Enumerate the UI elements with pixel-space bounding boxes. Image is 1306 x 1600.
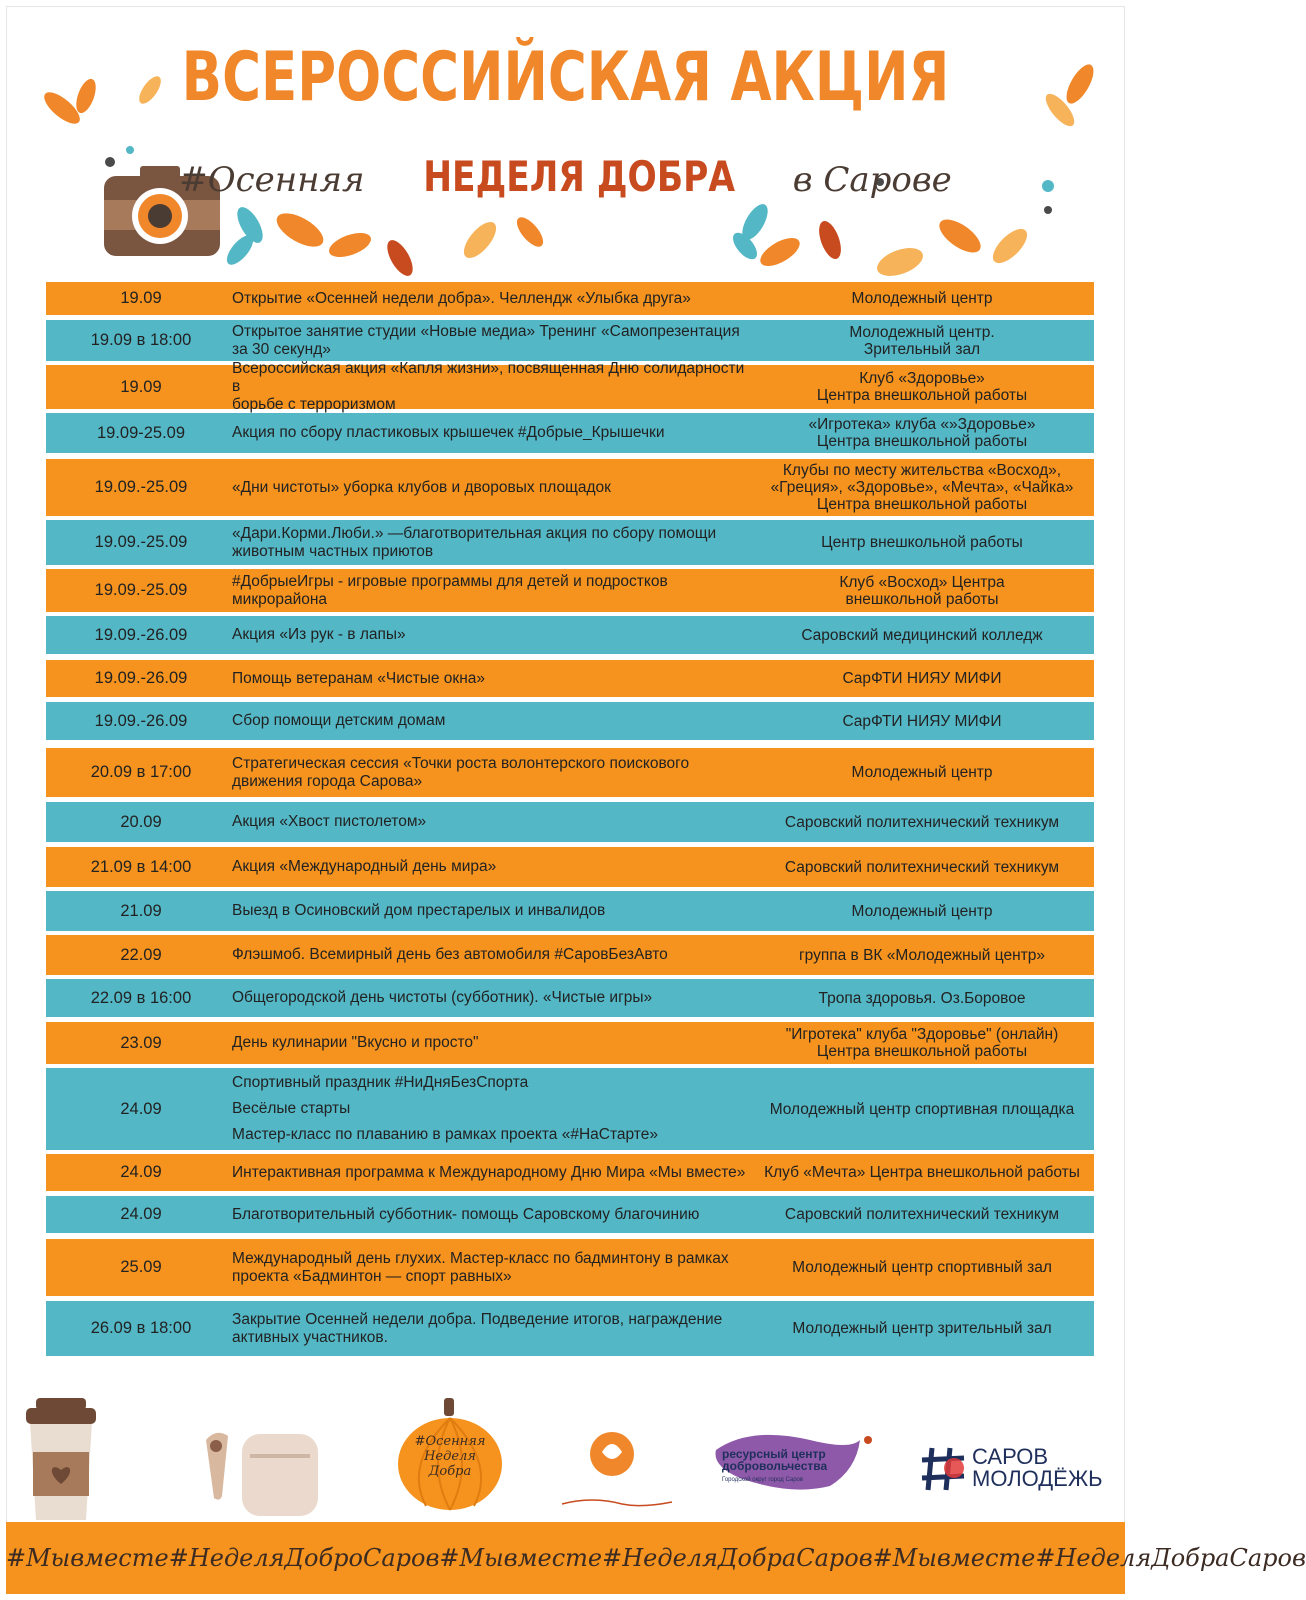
- event-place: [752, 713, 1094, 730]
- place-line: Центра внешкольной работы: [816, 433, 1028, 450]
- event-line: Флэшмоб. Всемирный день без автомобиля #СаровБезАвто: [232, 946, 668, 963]
- place-line: Клуб «Здоровье»: [859, 370, 985, 387]
- event-date: 25.09: [120, 1258, 162, 1276]
- table-row: [46, 520, 1094, 565]
- table-row: [46, 1239, 1094, 1296]
- event-date: 19.09.-25.09: [94, 581, 188, 599]
- event-date: 19.09.-25.09: [94, 533, 188, 551]
- event-description: [232, 946, 752, 964]
- event-place: [752, 1026, 1094, 1060]
- coffee-cup-icon: [16, 1392, 106, 1522]
- place-line: Молодежный центр.: [849, 323, 995, 341]
- event-date: 20.09: [120, 812, 162, 831]
- place-line: Саровский политехнический техникум: [784, 813, 1060, 831]
- event-date: 19.09.-26.09: [94, 711, 188, 730]
- event-description: [232, 1034, 752, 1052]
- event-line: проекта «Бадминтон — спорт равных»: [232, 1267, 512, 1285]
- event-description: [232, 989, 752, 1007]
- event-place: [752, 903, 1094, 920]
- event-description: [232, 1074, 752, 1144]
- place-line: СарФТИ НИЯУ МИФИ: [842, 670, 1002, 687]
- resource-center-text: [722, 1448, 872, 1486]
- table-row: [46, 360, 1094, 413]
- event-date: 19.09: [120, 377, 162, 396]
- table-row: [46, 569, 1094, 612]
- subtitle-main: НЕДЕЛЯ ДОБРА: [422, 152, 735, 201]
- place-line: группа в ВК «Молодежный центр»: [798, 946, 1045, 964]
- pumpkin-line-2: Неделя: [424, 1449, 476, 1464]
- event-place: [752, 764, 1094, 781]
- sarov-line-1: САРОВ: [972, 1444, 1049, 1469]
- event-description: [232, 670, 752, 688]
- event-description: [232, 712, 752, 730]
- event-place: [752, 1164, 1094, 1181]
- footer-tag: #Мывместе: [872, 1544, 1036, 1572]
- event-place: [752, 1320, 1094, 1337]
- event-line: активных участников.: [232, 1328, 388, 1346]
- event-description: [232, 1206, 752, 1224]
- event-line: Общегородской день чистоты (субботник). «Чистые игры»: [232, 989, 653, 1006]
- event-date: 21.09 в 14:00: [90, 857, 192, 876]
- event-date: 19.09-25.09: [96, 423, 186, 442]
- event-line: Стратегическая сессия «Точки роста волонтерского поискового: [232, 754, 690, 772]
- event-place: [752, 370, 1094, 404]
- event-line: животным частных приютов: [232, 542, 434, 560]
- event-line: #ДобрыеИгры - игровые программы для детей и подростков микрорайона: [232, 572, 668, 608]
- place-line: внешкольной работы: [845, 590, 999, 608]
- earphones-icon: [186, 1420, 346, 1520]
- poster-title: ВСЕРОССИЙСКАЯ АКЦИЯ: [181, 38, 950, 117]
- table-row: [46, 891, 1094, 931]
- event-line: Акция «Международный день мира»: [232, 858, 497, 875]
- place-line: Молодежный центр: [851, 290, 993, 307]
- event-line: Благотворительный субботник- помощь Саровскому благочинию: [232, 1205, 700, 1223]
- place-line: "Игротека" клуба "Здоровье" (онлайн): [785, 1026, 1059, 1043]
- place-line: Молодежный центр: [851, 902, 993, 920]
- event-date: 26.09 в 18:00: [90, 1319, 192, 1337]
- footer-tag: #НеделяДобраСаров: [602, 1544, 873, 1572]
- event-date: 19.09.-26.09: [94, 669, 188, 687]
- heart-circle-logo: [556, 1424, 676, 1514]
- place-line: Клуб «Восход» Центра: [839, 573, 1005, 591]
- table-row: [46, 660, 1094, 697]
- event-description: [232, 290, 752, 308]
- event-place: [752, 1101, 1094, 1118]
- event-description: [232, 1311, 752, 1347]
- table-row: [46, 459, 1094, 516]
- event-place: [752, 290, 1094, 307]
- event-place: [752, 534, 1094, 551]
- event-place: [752, 574, 1094, 608]
- event-line: «Дни чистоты» уборка клубов и дворовых площадок: [232, 478, 611, 496]
- event-description: [232, 813, 752, 831]
- place-line: Саровский политехнический техникум: [784, 1206, 1060, 1223]
- event-line: Закрытие Осенней недели добра. Подведение итогов, награждение: [232, 1310, 723, 1328]
- table-row: [46, 1196, 1094, 1233]
- event-description: [232, 479, 752, 497]
- event-line: Интерактивная программа к Международному Дню Мира «Мы вместе»: [232, 1163, 746, 1181]
- event-date: 19.09 в 18:00: [90, 331, 192, 349]
- event-date: 22.09: [120, 945, 162, 964]
- event-description: [232, 1164, 752, 1182]
- subtitle-suffix: в Сарове: [792, 160, 952, 200]
- footer-hashtags: [6, 1522, 1306, 1594]
- place-line: Клуб «Мечта» Центра внешкольной работы: [764, 1164, 1080, 1181]
- event-line: Мастер-класс по плаванию в рамках проекта «#НаСтарте»: [232, 1126, 658, 1143]
- event-description: [232, 858, 752, 876]
- event-place: [752, 462, 1094, 513]
- table-row: [46, 1068, 1094, 1150]
- place-line: Клубы по месту жительства «Восход»,: [782, 462, 1062, 479]
- event-place: [752, 814, 1094, 831]
- event-line: Выезд в Осиновский дом престарелых и инвалидов: [232, 902, 606, 919]
- event-date: 19.09.-25.09: [94, 478, 188, 496]
- resource-center-line-3: Городской округ город Саров: [722, 1477, 804, 1483]
- table-row: [46, 702, 1094, 740]
- footer-tag: #Мывместе: [6, 1544, 169, 1572]
- pumpkin-line-1: #Осенняя: [414, 1434, 486, 1449]
- event-place: [752, 990, 1094, 1007]
- table-row: [46, 935, 1094, 975]
- poster-subtitle: [0, 152, 1131, 201]
- event-place: [752, 1206, 1094, 1223]
- event-description: [232, 323, 752, 359]
- place-line: Молодежный центр: [851, 764, 993, 781]
- event-date: 19.09: [120, 289, 162, 307]
- event-date: 24.09: [120, 1163, 162, 1181]
- event-line: Международный день глухих. Мастер-класс по бадминтону в рамках: [232, 1249, 729, 1267]
- event-date: 24.09: [120, 1205, 162, 1223]
- event-line: Спортивный праздник #НиДняБезСпорта: [232, 1074, 529, 1091]
- place-line: «Греция», «Здоровье», «Мечта», «Чайка»: [770, 479, 1074, 496]
- event-place: [752, 416, 1094, 450]
- table-row: [46, 748, 1094, 797]
- sarov-line-2: МОЛОДЁЖЬ: [972, 1466, 1103, 1491]
- event-date: 21.09: [120, 901, 162, 920]
- event-description: [232, 1250, 752, 1286]
- table-row: [46, 979, 1094, 1017]
- event-line: Акция по сбору пластиковых крышечек #Добрые_Крышечки: [232, 424, 665, 441]
- event-line: Помощь ветеранам «Чистые окна»: [232, 669, 485, 687]
- event-place: [752, 947, 1094, 964]
- place-line: Саровский медицинский колледж: [801, 626, 1043, 644]
- place-line: Центра внешкольной работы: [816, 496, 1028, 513]
- event-line: Открытое занятие студии «Новые медиа» Тренинг «Самопрезентация за 30 секунд»: [232, 322, 740, 358]
- footer-tag: #НеделяДобраСаров: [1035, 1544, 1306, 1572]
- event-date: 23.09: [120, 1033, 162, 1052]
- place-line: «Игротека» клуба «»Здоровье»: [808, 416, 1036, 433]
- place-line: Саровский политехнический техникум: [784, 858, 1060, 876]
- event-line: «Дари.Корми.Люби.» —благотворительная акция по сбору помощи: [232, 524, 717, 542]
- event-line: День кулинарии "Вкусно и просто": [232, 1034, 479, 1051]
- place-line: Центра внешкольной работы: [816, 387, 1028, 404]
- event-description: [232, 755, 752, 791]
- event-place: [752, 859, 1094, 876]
- event-place: [752, 670, 1094, 687]
- table-row: [46, 847, 1094, 887]
- event-description: [232, 525, 752, 561]
- table-row: [46, 802, 1094, 842]
- sarov-youth-logo: [920, 1444, 970, 1494]
- pumpkin-logo-text: [396, 1434, 504, 1479]
- table-row: [46, 413, 1094, 453]
- event-date: 22.09 в 16:00: [90, 988, 192, 1007]
- event-line: движения города Сарова»: [232, 772, 423, 790]
- event-place: [752, 324, 1094, 358]
- event-line: Открытие «Осенней недели добра». Челлендж «Улыбка друга»: [232, 289, 691, 307]
- event-place: [752, 627, 1094, 644]
- event-line: Акция «Хвост пистолетом»: [232, 813, 427, 830]
- table-row: [46, 616, 1094, 654]
- place-line: Зрительный зал: [863, 340, 981, 358]
- place-line: Центра внешкольной работы: [816, 1043, 1028, 1060]
- table-row: [46, 1154, 1094, 1191]
- place-line: Центр внешкольной работы: [821, 534, 1023, 551]
- subtitle-prefix: #Осенняя: [179, 160, 365, 200]
- pumpkin-line-3: Добра: [428, 1464, 472, 1479]
- event-description: [232, 360, 752, 414]
- footer-tag: #Мывместе: [439, 1544, 603, 1572]
- place-line: Молодежный центр зрительный зал: [792, 1320, 1052, 1337]
- footer-tag: #НеделяДоброСаров: [168, 1544, 440, 1572]
- event-date: 24.09: [120, 1099, 162, 1118]
- event-line: борьбе с терроризмом: [232, 396, 396, 413]
- event-description: [232, 424, 752, 442]
- table-row: [46, 1301, 1094, 1356]
- place-line: Молодежный центр спортивная площадка: [769, 1100, 1075, 1118]
- event-line: Акция «Из рук - в лапы»: [232, 626, 406, 643]
- place-line: Молодежный центр спортивный зал: [792, 1259, 1052, 1276]
- table-row: [46, 320, 1094, 361]
- event-line: Всероссийская акция «Капля жизни», посвященная Дню солидарности в: [232, 360, 745, 395]
- event-line: Сбор помощи детским домам: [232, 712, 446, 729]
- event-description: [232, 626, 752, 644]
- place-line: СарФТИ НИЯУ МИФИ: [842, 712, 1002, 730]
- resource-center-line-2: добровольчества: [722, 1459, 828, 1473]
- event-place: [752, 1259, 1094, 1276]
- table-row: [46, 282, 1094, 315]
- event-description: [232, 573, 752, 609]
- event-description: [232, 902, 752, 920]
- place-line: Тропа здоровья. Оз.Боровое: [818, 989, 1026, 1007]
- sarov-youth-text: [972, 1446, 1103, 1490]
- resource-center-line-1: ресурсный центр: [722, 1447, 826, 1461]
- table-row: [46, 1022, 1094, 1064]
- event-date: 19.09.-26.09: [94, 625, 188, 644]
- event-line: Весёлые старты: [232, 1100, 351, 1117]
- event-date: 20.09 в 17:00: [90, 763, 192, 781]
